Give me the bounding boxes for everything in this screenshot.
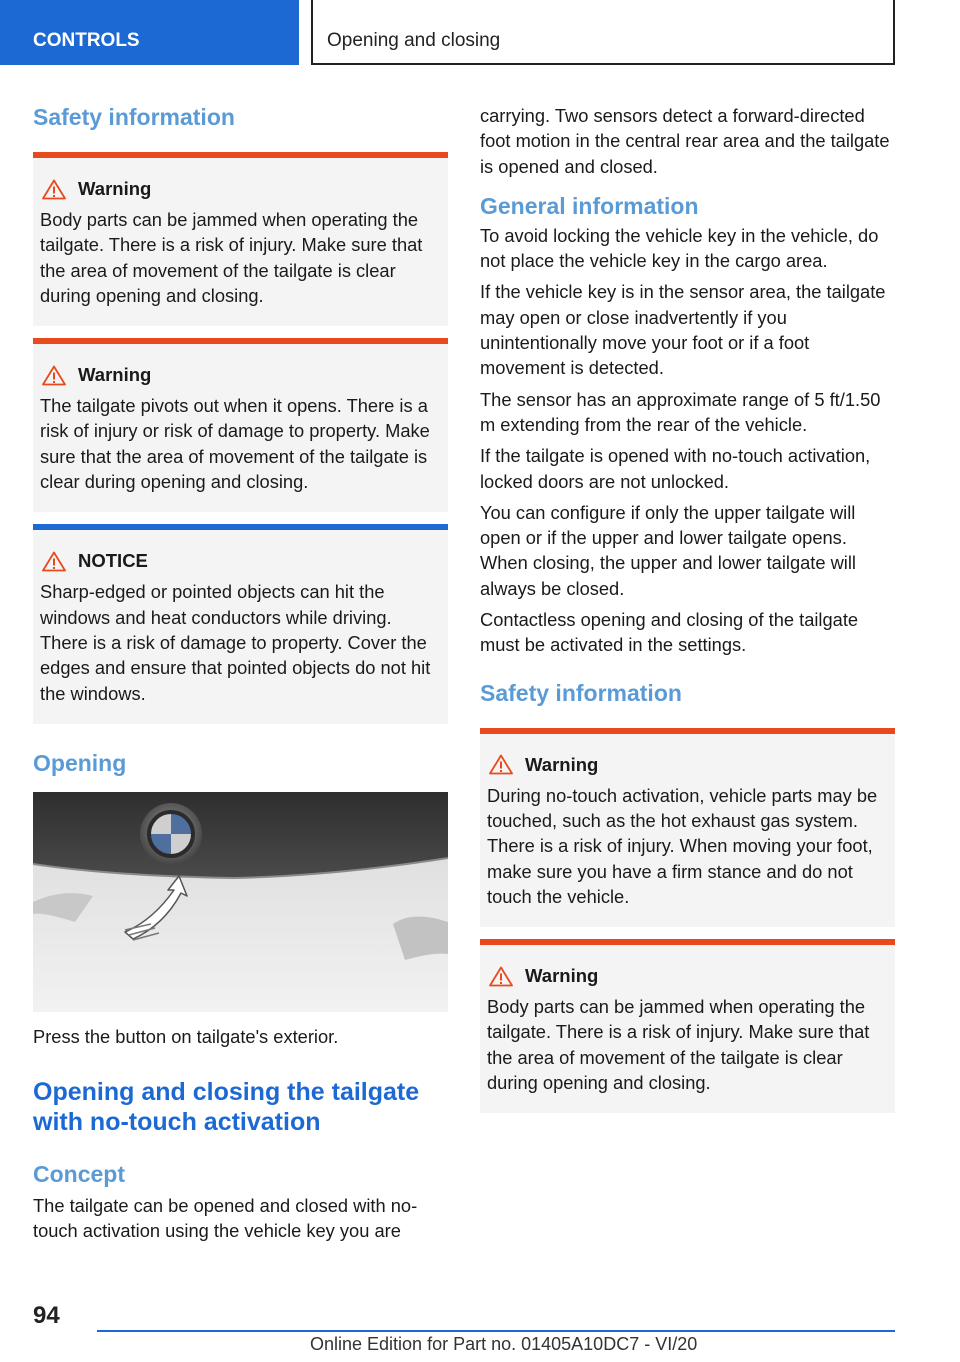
warning-box bbox=[480, 728, 895, 927]
warning-text: During no-touch activation, vehicle parts may be touched, such as the hot exhaust gas system. There is a risk of injury. When moving your foot, make sure you have a firm stance and do not touch the vehicle. bbox=[487, 784, 878, 907]
warning-label: Warning bbox=[78, 364, 152, 386]
warning-triangle-icon bbox=[42, 179, 66, 200]
right-column bbox=[480, 100, 895, 1113]
notice-box bbox=[33, 524, 448, 723]
warning-box bbox=[33, 152, 448, 326]
edition-note: Online Edition for Part no. 01405A10DC7 - VI/20 bbox=[310, 1334, 698, 1354]
safety-info-heading: Safety information bbox=[480, 679, 682, 706]
warning-label: Warning bbox=[78, 178, 152, 199]
warning-triangle-icon bbox=[489, 966, 513, 987]
notice-label: NOTICE bbox=[78, 550, 148, 572]
warning-triangle-icon bbox=[489, 754, 513, 775]
warning-triangle-icon bbox=[42, 365, 66, 386]
tailgate-button-illustration bbox=[33, 792, 448, 1012]
general-paragraph: If the tailgate is opened with no-touch activation, locked doors are not unlocked. bbox=[480, 445, 871, 492]
footer-divider bbox=[97, 1330, 895, 1332]
continued-text: carrying. Two sensors detect a forward-directed foot motion in the central rear area and the tailgate is opened and closed. bbox=[480, 105, 890, 177]
concept-heading: Concept bbox=[33, 1161, 125, 1188]
general-paragraph: The sensor has an approximate range of 5 ft/1.50 m extending from the rear of the vehicle. bbox=[480, 388, 881, 435]
section-tab: CONTROLS bbox=[0, 0, 299, 65]
left-column bbox=[33, 100, 448, 1244]
image-caption: Press the button on tailgate's exterior. bbox=[33, 1025, 339, 1047]
general-info-heading: General information bbox=[480, 192, 699, 219]
general-paragraph: If the vehicle key is in the sensor area, the tailgate may open or close inadvertently if you unintentionally move your foot or if a foot movement is detected. bbox=[480, 281, 886, 379]
general-paragraph: To avoid locking the vehicle key in the vehicle, do not place the vehicle key in the cargo area. bbox=[480, 224, 879, 272]
warning-triangle-icon bbox=[42, 551, 66, 572]
no-touch-heading: Opening and closing the tailgate with no-touch activation bbox=[33, 1078, 420, 1137]
general-paragraph: Contactless opening and closing of the tailgate must be activated in the settings. bbox=[480, 609, 859, 656]
concept-text: The tailgate can be opened and closed with no-touch activation using the vehicle key you are bbox=[33, 1195, 418, 1242]
warning-text: Body parts can be jammed when operating the tailgate. There is a risk of injury. Make sure that the area of movement of the tailgate is clear during opening and closing. bbox=[40, 209, 423, 306]
warning-box bbox=[480, 939, 895, 1113]
notice-text: Sharp-edged or pointed objects can hit the windows and heat conductors while driving. There is a risk of damage to property. Cover the edges and ensure that pointed objects do not hit the windows. bbox=[40, 581, 431, 704]
chapter-title: Opening and closing bbox=[311, 0, 895, 65]
opening-heading: Opening bbox=[33, 749, 127, 776]
safety-info-heading: Safety information bbox=[33, 104, 235, 130]
general-paragraph: You can configure if only the upper tailgate will open or if the upper and lower tailgate opens. When closing, the upper and lower tailgate will always be closed. bbox=[480, 501, 856, 599]
warning-text: The tailgate pivots out when it opens. There is a risk of injury or risk of damage to property. Make sure that the area of movement of the tailgate is clear during opening and closing. bbox=[40, 395, 430, 493]
warning-label: Warning bbox=[525, 753, 599, 775]
page-number: 94 bbox=[33, 1302, 60, 1329]
warning-label: Warning bbox=[525, 965, 599, 987]
warning-text: Body parts can be jammed when operating the tailgate. There is a risk of injury. Make sure that the area of movement of the tailgate is clear during opening and closing. bbox=[487, 996, 870, 1094]
warning-box bbox=[33, 338, 448, 512]
